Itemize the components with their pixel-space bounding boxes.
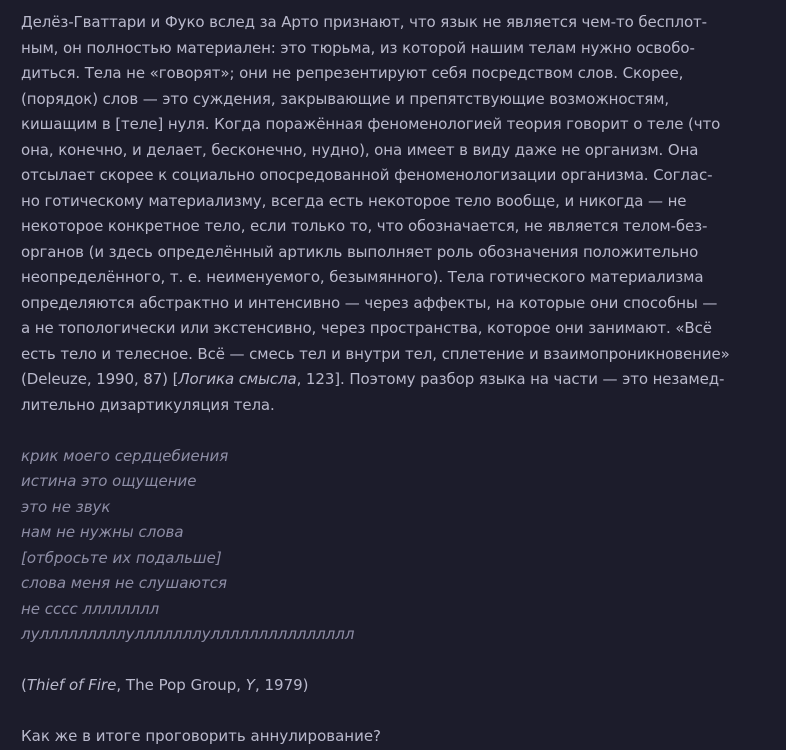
spacer [21, 418, 741, 444]
paragraph-line: ным, он полностью материален: это тюрьма, из которой нашим телам нужно освобо- [21, 38, 695, 57]
paragraph-line-with-citation [21, 367, 741, 393]
paragraph-line: диться. Тела не «говорят»; они не репрезентируют себя посредством слов. Скорее, [21, 64, 684, 82]
poem-line: это не звук [21, 497, 111, 516]
paragraph-line: кишащим в [теле] нуля. Когда поражённая феноменологией теория говорит о теле (что [21, 115, 721, 133]
poem-line: лулллллллллулллллллуллллллллллллллл [21, 625, 355, 643]
paragraph-line: неопределённого, т. е. неименуемого, безымянного). Тела готического материализма [21, 268, 704, 286]
citation-prefix: (Deleuze, 1990, 87) [ [21, 370, 179, 388]
poem-block [21, 444, 741, 648]
paragraph-line: определяются абстрактно и интенсивно — через аффекты, на которые они способны — [21, 293, 718, 312]
paragraph-line: отсылает скорее к социально опосредованной феноменологизации организма. Соглас- [21, 166, 713, 184]
paragraph-line: некоторое конкретное тело, если только то, что обозначается, не является телом-без- [21, 217, 708, 235]
paragraph-line: есть тело и телесное. Всё — смесь тел и внутри тел, сплетение и взаимопроникновение» [21, 344, 730, 363]
paragraph-line: (порядок) слов — это суждения, закрывающие и препятствующие возможностям, [21, 89, 670, 108]
book-title: Логика смысла [178, 370, 297, 388]
citation-year: , 1979) [254, 676, 309, 694]
citation-suffix: , 123]. Поэтому разбор языка на части — это незамед- [296, 370, 725, 388]
spacer [21, 648, 741, 674]
paragraph-line: она, конечно, и делает, бесконечно, нудно), она имеет в виду даже не организм. Она [21, 140, 699, 159]
poem-line: слова меня не слушаются [21, 574, 228, 592]
poem-line: нам не нужны слова [21, 523, 184, 541]
poem-line: крик моего сердцебиения [21, 446, 229, 465]
document-body [21, 10, 741, 750]
poem-line: истина это ощущение [21, 472, 197, 490]
paragraph-line: а не топологически или экстенсивно, через пространства, которое они занимают. «Всё [21, 319, 712, 337]
paragraph-line: лительно дизартикуляция тела. [21, 395, 275, 414]
citation-open: ( [21, 676, 27, 694]
band-name: , The Pop Group, [116, 676, 246, 694]
spacer [21, 699, 741, 725]
song-citation [21, 673, 741, 699]
paragraph-line: Делёз-Гваттари и Фуко вслед за Арто признают, что язык не является чем-то бесплот- [21, 13, 707, 31]
song-title: Thief of Fire [26, 676, 117, 694]
paragraph-line: органов (и здесь определённый артикль выполняет роль обозначения положительно [21, 242, 699, 261]
paragraph-line: но готическому материализму, всегда есть некоторое тело вообще, и никогда — не [21, 191, 687, 210]
album-title: Y [245, 676, 255, 694]
poem-line: не сссс лллллллл [21, 599, 160, 618]
main-paragraph [21, 10, 741, 418]
poem-line: [отбросьте их подальше] [21, 548, 222, 567]
closing-question: Как же в итоге проговорить аннулирование? [21, 727, 382, 745]
